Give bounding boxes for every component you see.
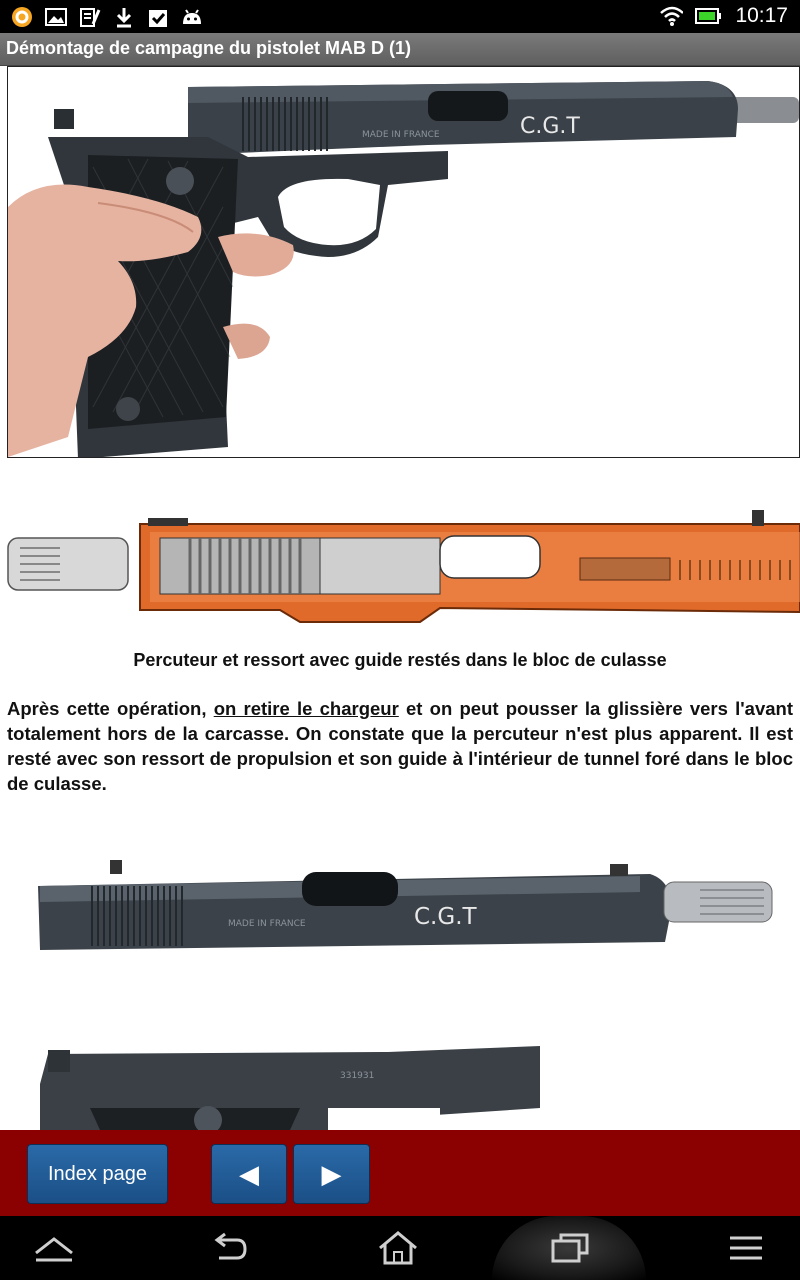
wifi-icon bbox=[659, 5, 683, 27]
recents-icon[interactable] bbox=[548, 1228, 592, 1268]
battery-icon bbox=[695, 5, 723, 27]
next-arrow-icon: ▶ bbox=[321, 1158, 342, 1189]
paragraph-body: et on peut pousser la glissière vers l'avant totalement hors de la carcasse. On constate que la percuteur n'est plus apparent. Il est resté avec son ressort de propulsion et son guide à l'intérieur de tunnel foré dans le bloc de culasse. bbox=[7, 698, 793, 794]
download-icon bbox=[112, 6, 136, 28]
page-title: Démontage de campagne du pistolet MAB D (1) bbox=[6, 38, 412, 58]
paragraph-intro: Après cette opération, bbox=[7, 698, 214, 719]
menu-icon[interactable] bbox=[724, 1228, 768, 1268]
pistol-in-hand-photo bbox=[7, 66, 800, 458]
frame-serial: 331931 bbox=[340, 1071, 375, 1081]
engraving-cgt: C.G.T bbox=[520, 114, 580, 139]
previous-arrow-icon: ◀ bbox=[239, 1158, 259, 1189]
back-icon[interactable] bbox=[206, 1228, 250, 1268]
hide-keyboard-icon[interactable] bbox=[32, 1228, 76, 1268]
checklist-icon bbox=[146, 6, 170, 28]
previous-page-button[interactable] bbox=[211, 1144, 287, 1204]
status-right bbox=[659, 4, 788, 28]
slide-engraving-cgt: C.G.T bbox=[414, 904, 477, 930]
diagram-caption: Percuteur et ressort avec guide restés dans le bloc de culasse bbox=[133, 650, 667, 670]
index-page-button[interactable]: Index page bbox=[27, 1144, 168, 1204]
slide-marking: MADE IN FRANCE bbox=[228, 919, 306, 929]
bottom-nav-bar bbox=[0, 1130, 800, 1216]
notes-icon bbox=[78, 6, 102, 28]
description-paragraph bbox=[7, 696, 793, 796]
made-in-france-marking: MADE IN FRANCE bbox=[362, 130, 440, 140]
content-area[interactable] bbox=[0, 66, 800, 1130]
remove-magazine-link[interactable]: on retire le chargeur bbox=[213, 698, 399, 719]
slide-and-frame-photo bbox=[0, 846, 800, 1130]
clock: 10:17 bbox=[735, 4, 788, 27]
next-page-button[interactable] bbox=[293, 1144, 370, 1204]
home-icon[interactable] bbox=[376, 1228, 420, 1268]
app-title-bar bbox=[0, 33, 800, 66]
system-navigation-bar bbox=[0, 1216, 800, 1280]
android-icon bbox=[180, 6, 204, 28]
status-bar bbox=[0, 0, 800, 33]
app-orange-icon bbox=[10, 6, 34, 28]
cutaway-diagram bbox=[0, 504, 800, 636]
image-icon bbox=[44, 6, 68, 28]
notification-icons bbox=[10, 5, 204, 29]
